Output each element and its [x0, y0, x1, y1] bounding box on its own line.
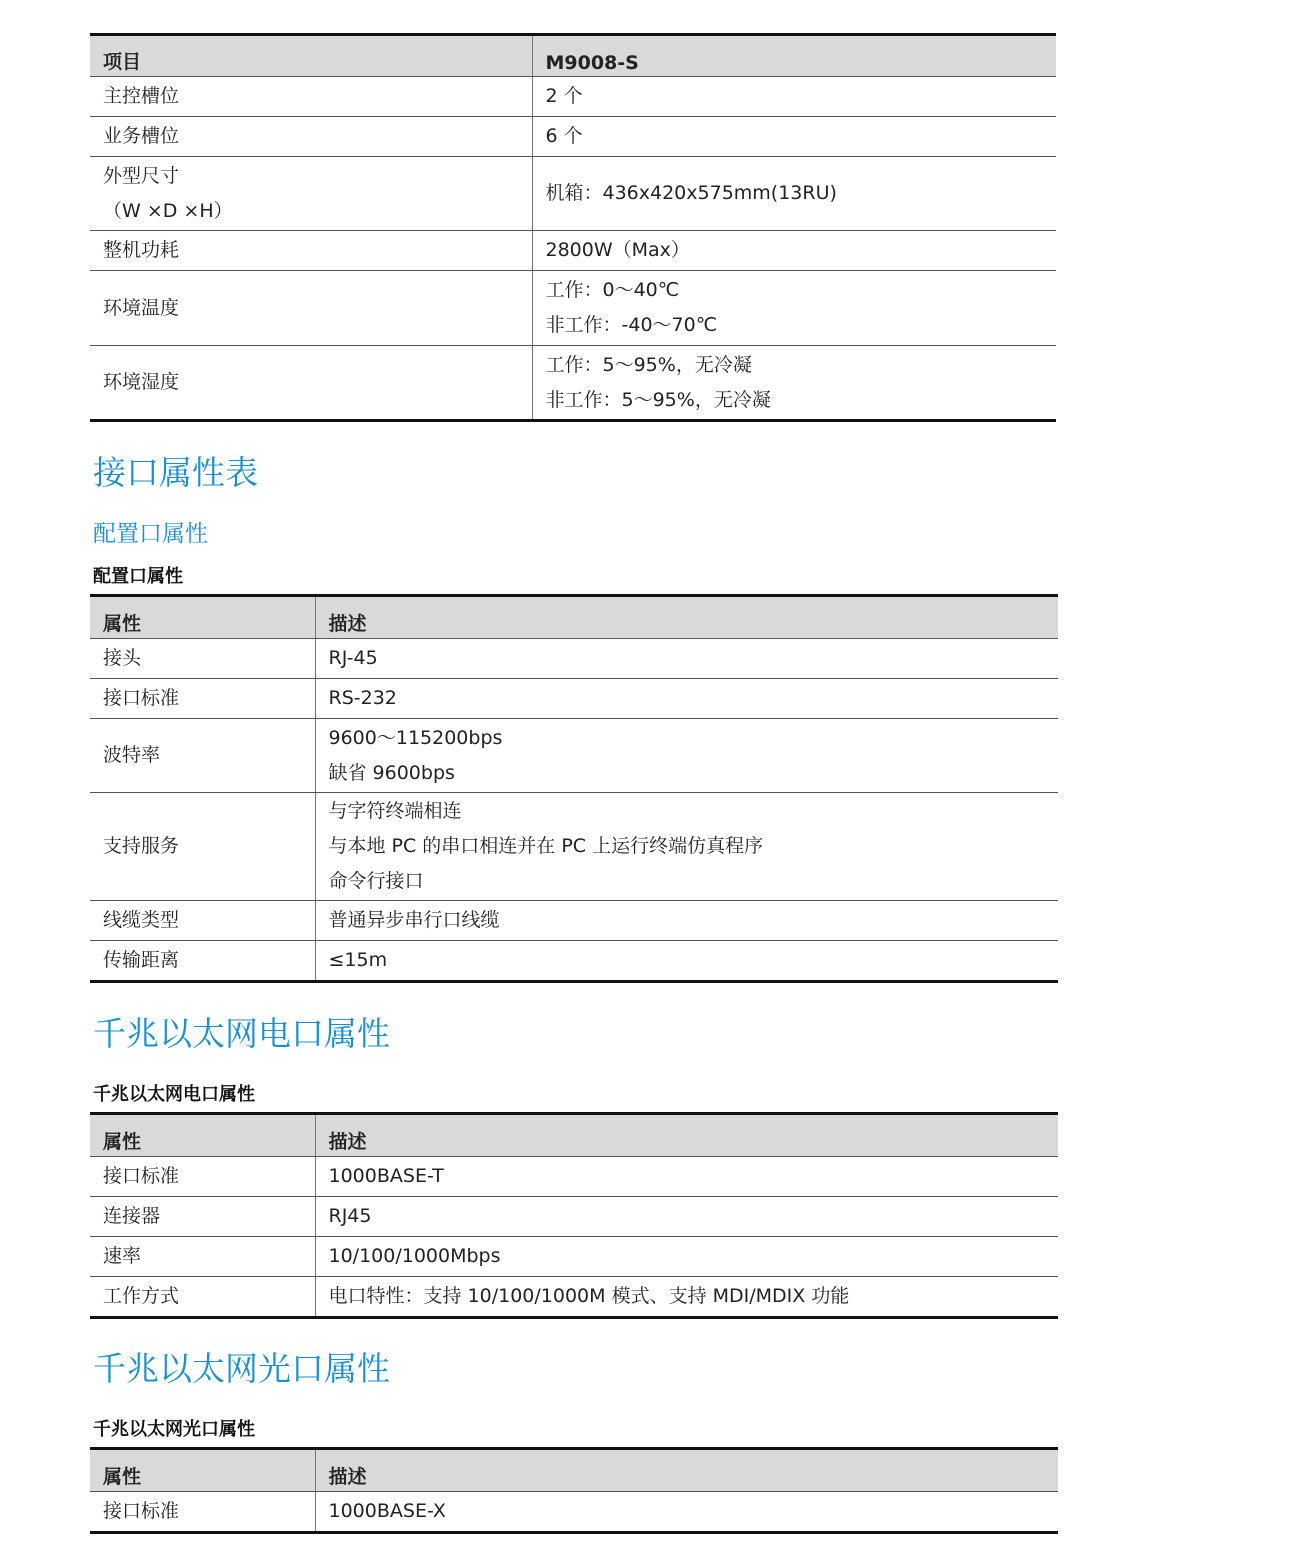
- table-row: [90, 679, 1058, 719]
- cell-text: RS-232: [328, 687, 397, 709]
- cell-text: 2800W（Max）: [545, 239, 690, 261]
- cell-text: RJ45: [328, 1205, 372, 1227]
- cell-text: 速率: [103, 1245, 142, 1267]
- cell-text: 1000BASE-X: [328, 1500, 446, 1522]
- cell-text: ≤15m: [328, 949, 388, 971]
- property-name-cell: [90, 117, 532, 157]
- property-value-cell: [315, 1197, 1058, 1237]
- property-name-cell: [90, 901, 315, 941]
- property-value-cell: [532, 77, 1056, 117]
- table-row: [90, 157, 1056, 231]
- property-name-cell: [90, 1492, 315, 1533]
- property-value-cell: [532, 271, 1056, 346]
- table-caption-ge-fiber: 千兆以太网光口属性: [93, 1419, 255, 1440]
- property-name-cell: [90, 1197, 315, 1237]
- cell-text: 非工作：-40～70℃: [545, 314, 718, 336]
- subsection-title-console: 配置口属性: [93, 521, 208, 547]
- cell-text: 接口标准: [103, 687, 180, 709]
- table-row: [90, 1277, 1058, 1318]
- table-row: [90, 639, 1058, 679]
- table-row: [90, 1197, 1058, 1237]
- cell-text: 普通异步串行口线缆: [328, 909, 500, 931]
- cell-text: 机箱：436x420x575mm(13RU): [545, 182, 837, 204]
- property-name-cell: [90, 231, 532, 271]
- chassis-spec-table: [90, 33, 1056, 422]
- property-value-cell: [315, 1492, 1058, 1533]
- cell-text: 支持服务: [103, 835, 180, 857]
- cell-text: 缺省 9600bps: [328, 761, 455, 784]
- table-row: [90, 793, 1058, 901]
- property-name-cell: [90, 639, 315, 679]
- cell-text: 波特率: [103, 744, 161, 766]
- table-caption-ge-copper: 千兆以太网电口属性: [93, 1084, 255, 1105]
- table-row: [90, 117, 1056, 157]
- console-port-table: [90, 594, 1058, 983]
- table-row: [90, 719, 1058, 793]
- header-cell: 描述: [315, 1114, 1058, 1157]
- cell-text: 环境湿度: [103, 371, 180, 393]
- property-value-cell: [315, 1237, 1058, 1277]
- property-value-cell: [315, 793, 1058, 901]
- table-header-row: [90, 596, 1058, 639]
- header-cell: 描述: [315, 1449, 1058, 1492]
- property-value-cell: [532, 231, 1056, 271]
- table-row: [90, 271, 1056, 346]
- cell-text: 线缆类型: [103, 909, 180, 931]
- header-cell: M9008-S: [532, 35, 1056, 77]
- header-cell: 项目: [90, 35, 532, 77]
- cell-text: 1000BASE-T: [328, 1165, 444, 1187]
- table-header-row: [90, 1114, 1058, 1157]
- header-cell: 属性: [90, 596, 315, 639]
- property-value-cell: [315, 941, 1058, 982]
- property-name-cell: [90, 157, 532, 231]
- cell-text: （W ×D ×H）: [103, 199, 233, 222]
- cell-text: 工作：0～40℃: [545, 279, 680, 301]
- property-name-cell: [90, 1277, 315, 1318]
- header-cell: 属性: [90, 1449, 315, 1492]
- cell-text: 传输距离: [103, 949, 180, 971]
- cell-text: 业务槽位: [103, 125, 180, 147]
- table-caption-console: 配置口属性: [93, 566, 183, 587]
- property-name-cell: [90, 1237, 315, 1277]
- table-row: [90, 1157, 1058, 1197]
- cell-text: 与字符终端相连: [328, 800, 462, 822]
- ge-copper-port-table: [90, 1112, 1058, 1319]
- table-row: [90, 901, 1058, 941]
- property-name-cell: [90, 346, 532, 421]
- cell-text: 连接器: [103, 1205, 161, 1227]
- cell-text: 非工作：5～95%，无冷凝: [545, 388, 771, 411]
- cell-text: 9600～115200bps: [328, 726, 503, 749]
- property-name-cell: [90, 1157, 315, 1197]
- cell-text: 整机功耗: [103, 239, 180, 261]
- cell-text: 主控槽位: [103, 85, 180, 107]
- table-row: [90, 1492, 1058, 1533]
- ge-fiber-port-table: [90, 1447, 1058, 1534]
- table-row: [90, 231, 1056, 271]
- property-name-cell: [90, 271, 532, 346]
- cell-text: 外型尺寸: [103, 164, 180, 187]
- cell-text: 2 个: [545, 85, 583, 107]
- property-value-cell: [315, 639, 1058, 679]
- section-title-ge-fiber: 千兆以太网光口属性: [93, 1349, 390, 1388]
- property-value-cell: [315, 1277, 1058, 1318]
- cell-text: 环境温度: [103, 296, 180, 319]
- cell-text: 10/100/1000Mbps: [328, 1245, 501, 1267]
- property-value-cell: [315, 719, 1058, 793]
- section-title-ge-copper: 千兆以太网电口属性: [93, 1014, 390, 1053]
- property-value-cell: [315, 679, 1058, 719]
- property-name-cell: [90, 941, 315, 982]
- property-value-cell: [315, 901, 1058, 941]
- cell-text: 接头: [103, 647, 142, 669]
- cell-text: 6 个: [545, 125, 583, 147]
- section-title-interface: 接口属性表: [93, 453, 258, 492]
- cell-text: 接口标准: [103, 1165, 180, 1187]
- header-cell: 描述: [315, 596, 1058, 639]
- cell-text: 命令行接口: [328, 870, 424, 892]
- property-name-cell: [90, 77, 532, 117]
- table-row: [90, 346, 1056, 421]
- property-name-cell: [90, 793, 315, 901]
- cell-text: 与本地 PC 的串口相连并在 PC 上运行终端仿真程序: [328, 835, 764, 857]
- property-value-cell: [532, 157, 1056, 231]
- cell-text: 工作方式: [103, 1285, 180, 1307]
- property-value-cell: [315, 1157, 1058, 1197]
- property-value-cell: [532, 346, 1056, 421]
- table-header-row: [90, 1449, 1058, 1492]
- table-row: [90, 1237, 1058, 1277]
- table-header-row: [90, 35, 1056, 77]
- cell-text: 接口标准: [103, 1500, 180, 1522]
- header-cell: 属性: [90, 1114, 315, 1157]
- property-value-cell: [532, 117, 1056, 157]
- cell-text: 工作：5～95%，无冷凝: [545, 353, 752, 376]
- property-name-cell: [90, 719, 315, 793]
- table-row: [90, 77, 1056, 117]
- cell-text: 电口特性：支持 10/100/1000M 模式、支持 MDI/MDIX 功能: [328, 1285, 850, 1307]
- table-row: [90, 941, 1058, 982]
- property-name-cell: [90, 679, 315, 719]
- cell-text: RJ-45: [328, 647, 378, 669]
